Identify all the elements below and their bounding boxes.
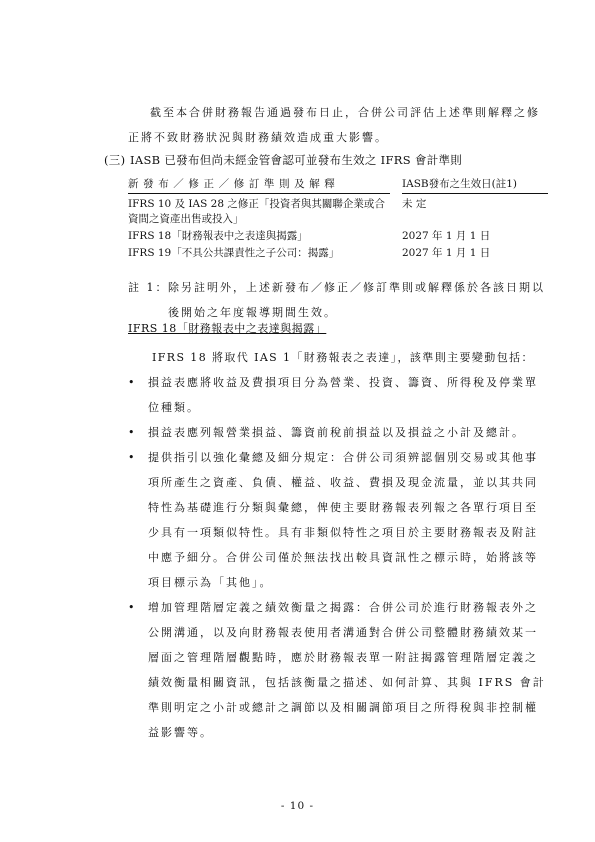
table-row	[128, 245, 548, 262]
effective-date-cell: 2027 年 1 月 1 日	[402, 230, 491, 242]
section-title: IASB 已發布但尚未經金管會認可並發布生效之 IFRS 會計準則	[130, 153, 463, 167]
ifrs18-heading: IFRS 18「財務報表中之表達與揭露」	[128, 322, 327, 335]
list-item-text: 損益表應將收益及費損項目分為營業、投資、籌資、所得稅及停業單位種類。	[148, 376, 538, 414]
list-item-text: 提供指引以強化彙總及細分規定：合併公司須辨認個別交易或其他事項所產生之資產、負債、權益、收益、費損及現金流量，並以其共同特性為基礎進行分類與彙總，俾使主要財務報表列報之各單行項目至少具有一項類似特性。具有非類似特性之項目於主要財務報表及附註中應予細分。合併公司僅於無法找出較具資訊性之標示時，始將該等項目標示為「其他」。	[148, 451, 538, 589]
effective-date-cell: 2027 年 1 月 1 日	[402, 247, 491, 259]
standard-cell: IFRS 18「財務報表中之表達與揭露」	[128, 230, 308, 242]
bullet-icon: •	[128, 426, 137, 439]
list-item	[128, 370, 548, 420]
table-header-row	[128, 175, 548, 194]
list-item	[128, 445, 548, 595]
column-header-effective-date: IASB發布之生效日(註1)	[402, 175, 548, 194]
standards-table	[128, 175, 548, 262]
standard-cell: IFRS 19「不具公共課責性之子公司：揭露」	[128, 247, 340, 259]
footnote-label: 註 1：	[128, 281, 169, 294]
bullet-icon: •	[128, 451, 137, 464]
effective-date-cell: 未 定	[402, 198, 427, 210]
footnote	[128, 275, 548, 325]
column-header-standard: 新發布／修正／修訂準則及解釋	[128, 175, 390, 194]
page-number: - 10 -	[280, 800, 315, 812]
bullet-icon: •	[128, 376, 137, 389]
changes-list	[128, 370, 548, 745]
standard-cell: IFRS 10 及 IAS 28 之修正「投資者與其關聯企業或合資間之資產出售或投入」	[128, 198, 385, 225]
footnote-text: 除另註明外，上述新發布／修正／修訂準則或解釋係於各該日期以後開始之年度報導期間生效。	[168, 281, 545, 319]
table-row	[128, 228, 548, 245]
list-item	[128, 420, 548, 445]
list-item	[128, 595, 548, 745]
section-number: (三)	[104, 153, 126, 167]
list-item-text: 損益表應列報營業損益、籌資前稅前損益以及損益之小計及總計。	[148, 426, 525, 439]
intro-paragraph: 截至本合併財務報告通過發布日止，合併公司評估上述準則解釋之修正將不致財務狀況與財務績效造成重大影響。	[128, 106, 540, 144]
lead-paragraph: IFRS 18 將取代 IAS 1「財務報表之表達」，該準則主要變動包括：	[152, 351, 534, 364]
list-item-text: 增加管理階層定義之績效衡量之揭露：合併公司於進行財務報表外之公開溝通，以及向財務報表使用者溝通對合併公司整體財務績效某一層面之管理階層觀點時，應於財務報表單一附註揭露管理階層定義之績效衡量相關資訊，包括該衡量之描述、如何計算、其與 IFRS 會計準則明定之小計或總計之調節以及相關調節項目之所得稅與非控制權益影響等。	[148, 601, 546, 739]
table-row	[128, 194, 548, 229]
section-heading	[104, 152, 544, 168]
bullet-icon: •	[128, 601, 137, 614]
